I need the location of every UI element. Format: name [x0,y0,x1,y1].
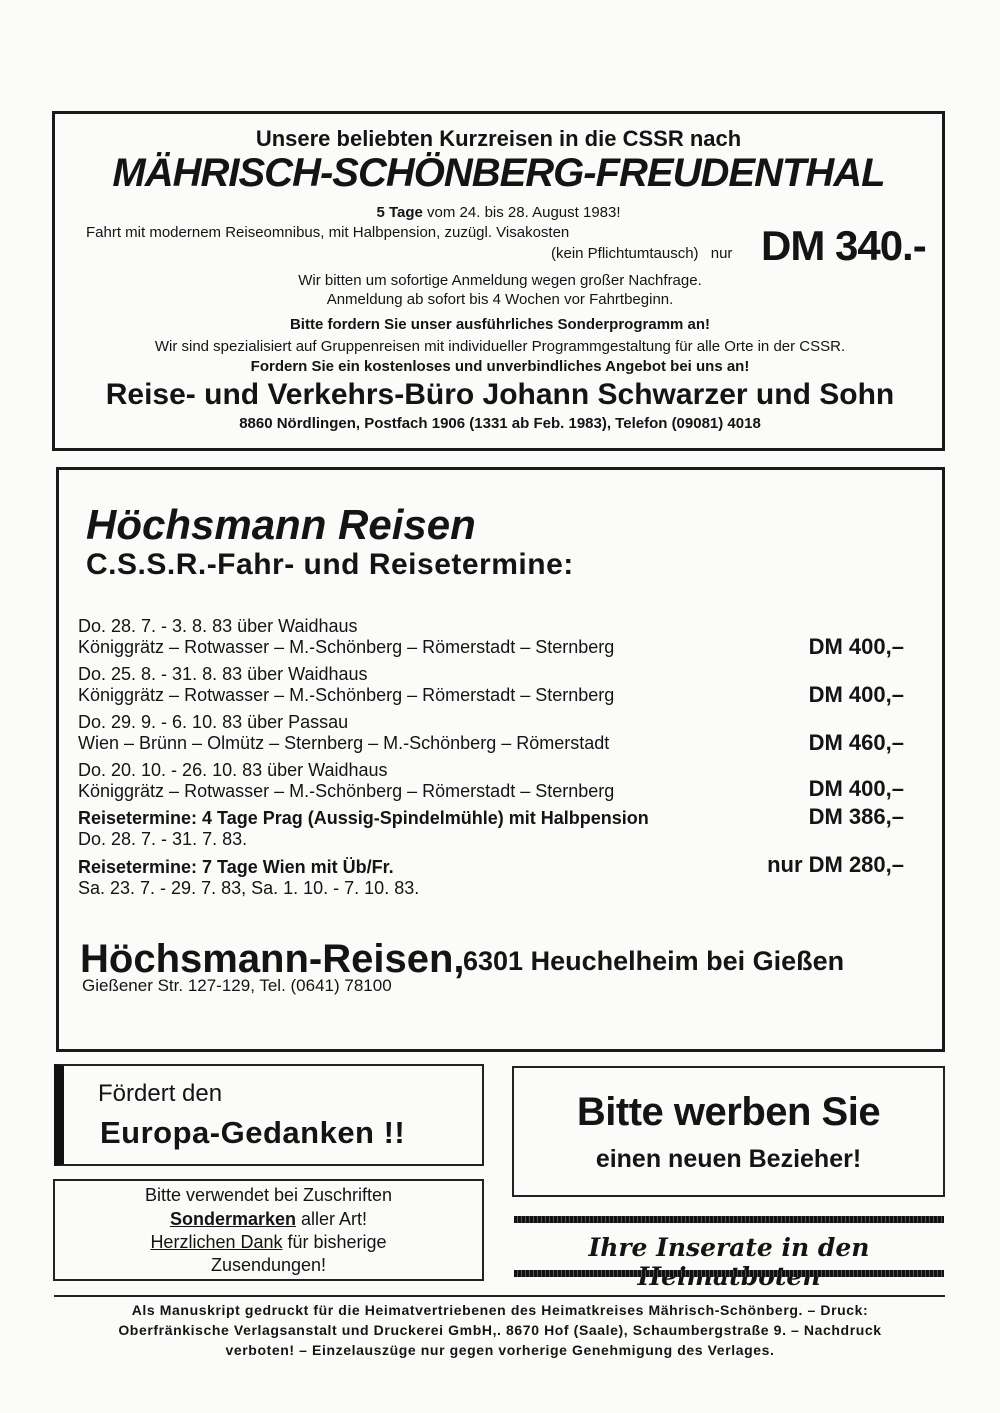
trip-price: DM 400,– [808,776,904,801]
ad-intro: Unsere beliebten Kurzreisen in die CSSR nach [255,126,742,151]
duration-dates: vom 24. bis 28. August 1983! [427,204,621,221]
duration-days: 5 Tage [376,204,423,221]
trip-date: Do. 28. 7. - 3. 8. 83 über Waidhaus [78,616,358,636]
hoechsmann-brand: Höchsmann Reisen [86,501,476,548]
heimatboten-banner: Ihre Inserate in den [588,1233,870,1262]
europa-line2: Europa-Gedanken !! [100,1115,406,1150]
ad-price: DM 340.- [761,222,926,269]
stamps-previous: für bisherige [282,1232,387,1252]
stamps-line2 [53,1209,484,1230]
extra-price: DM 386,– [808,804,904,829]
ad-offer: Fordern Sie ein kostenloses und unverbindliches Angebot bei uns an! [250,358,750,375]
exchange-note: (kein Pflichtumtausch) [551,245,699,262]
stamps-thanks: Herzlichen Dank [150,1232,283,1252]
stamps-special: Sondermarken [169,1209,296,1229]
hoechsmann-subtitle: C.S.S.R.-Fahr- und Reisetermine: [86,548,574,581]
ad-exchange-line [551,245,732,262]
footer-line2: Oberfränkische Verlagsanstalt und Druckerei GmbH,. 8670 Hof (Saale), Schaumbergstraße 9. – Nachdruck [118,1322,882,1338]
trip-route: Wien – Brünn – Olmütz – Sternberg – M.-Schönberg – Römerstadt [78,733,610,753]
extra-title: Reisetermine: 7 Tage Wien mit Üb/Fr. [78,857,394,877]
ad-program: Bitte fordern Sie unser ausführliches Sonderprogramm an! [289,316,711,333]
extra-dates: Do. 28. 7. - 31. 7. 83. [78,829,248,849]
ad-bus-line: Fahrt mit modernem Reiseomnibus, mit Halbpension, zuzügl. Visakosten [86,224,570,241]
stamps-line1: Bitte verwendet bei Zuschriften [144,1185,393,1205]
stamps-line4: Zusendungen! [210,1255,327,1275]
ad-specialized: Wir sind spezialisiert auf Gruppenreisen mit individueller Programmgestaltung für alle Orte in der CSSR. [154,338,846,355]
ad-company-address: 8860 Nördlingen, Postfach 1906 (1331 ab Feb. 1983), Telefon (09081) 4018 [239,415,761,432]
extra-price: nur DM 280,– [767,852,904,877]
ad-registration: Anmeldung ab sofort bis 4 Wochen vor Fahrtbeginn. [326,291,674,308]
recruit-subline: einen neuen Bezieher! [595,1145,862,1173]
stamps-all: aller Art! [296,1209,368,1229]
banner-top-stripe [514,1216,944,1223]
ad-duration [52,204,945,221]
ad-request: Wir bitten um sofortige Anmeldung wegen großer Nachfrage. [298,272,702,289]
trip-route: Königgrätz – Rotwasser – M.-Schönberg – Römerstadt – Sternberg [78,637,615,657]
trip-route: Königgrätz – Rotwasser – M.-Schönberg – Römerstadt – Sternberg [78,685,615,705]
footer-line3: verboten! – Einzelauszüge nur gegen vorherige Genehmigung des Verlages. [225,1342,775,1358]
trip-date: Do. 25. 8. - 31. 8. 83 über Waidhaus [78,664,368,684]
extra-dates: Sa. 23. 7. - 29. 7. 83, Sa. 1. 10. - 7. 10. 83. [78,878,420,898]
banner-bottom-stripe [514,1270,944,1277]
trip-date: Do. 20. 10. - 26. 10. 83 über Waidhaus [78,760,388,780]
footer-line1: Als Manuskript gedruckt für die Heimatvertriebenen des Heimatkreises Mährisch-Schönberg. – Druck: [131,1302,869,1318]
trip-price: DM 400,– [808,634,904,659]
stamps-line3 [53,1232,484,1253]
ad-company-name: Reise- und Verkehrs-Büro Johann Schwarzer und Sohn [105,378,895,411]
hoechsmann-footer-name: Höchsmann-Reisen, [80,937,465,981]
trip-price: DM 460,– [808,730,904,755]
extra-title: Reisetermine: 4 Tage Prag (Aussig-Spindelmühle) mit Halbpension [78,808,649,828]
price-prefix: nur [710,245,733,262]
trip-price: DM 400,– [808,682,904,707]
recruit-headline: Bitte werben Sie [576,1090,881,1134]
hoechsmann-footer-address: Gießener Str. 127-129, Tel. (0641) 78100 [82,976,392,995]
ad-destination-title: MÄHRISCH-SCHÖNBERG-FREUDENTHAL [112,151,885,195]
footer-rule [54,1295,945,1297]
trip-route: Königgrätz – Rotwasser – M.-Schönberg – Römerstadt – Sternberg [78,781,615,801]
europa-line1: Fördert den [98,1080,223,1107]
hoechsmann-footer-place: 6301 Heuchelheim bei Gießen [463,946,845,976]
trip-date: Do. 29. 9. - 6. 10. 83 über Passau [78,712,349,732]
